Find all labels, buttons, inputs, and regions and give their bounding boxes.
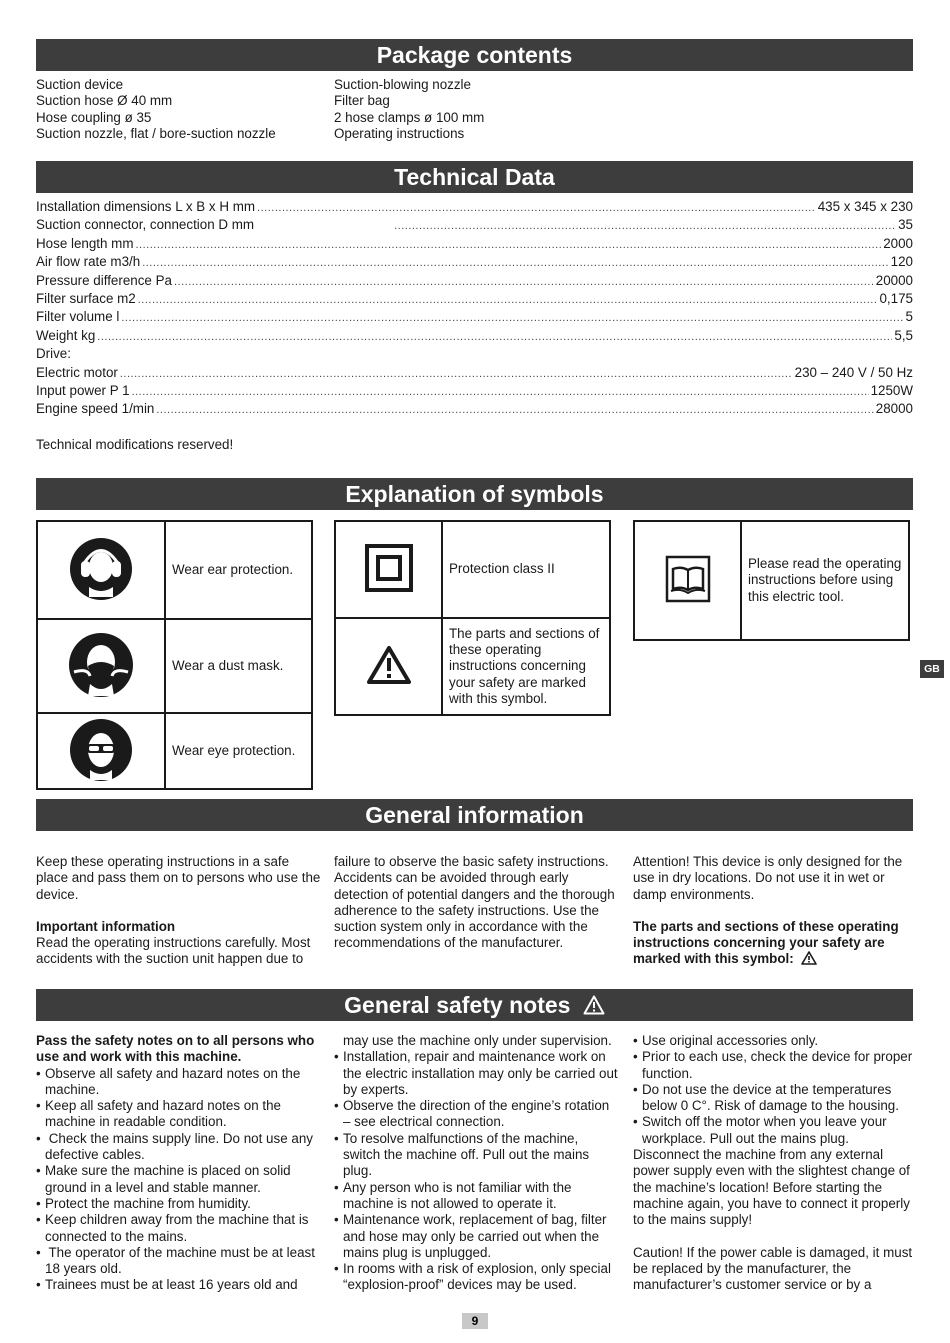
list-item: • Use original accessories only. [633, 1033, 915, 1049]
eye-protection-icon [69, 770, 133, 785]
symbol-description: Wear a dust mask. [172, 657, 284, 673]
list-item: • Installation, repair and maintenance work on the electric installation may only be carried out by experts. [334, 1049, 618, 1098]
dot-leader [174, 273, 874, 291]
dot-leader [138, 291, 878, 309]
row-label: Input power P 1 [36, 382, 130, 398]
symbol-icon-cell [37, 521, 165, 619]
table-row [36, 198, 913, 216]
list-item: • Trainees must be at least 16 years old and [36, 1277, 320, 1293]
general-info-col-3 [633, 854, 913, 970]
symbol-icon-cell [335, 618, 442, 715]
dot-leader [142, 254, 888, 272]
general-information-heading: General information [36, 799, 913, 831]
list-item: • Any person who is not familiar with the machine is not allowed to operate it. [334, 1180, 618, 1213]
table-row [36, 216, 913, 234]
symbol-text-cell [741, 521, 909, 640]
row-value: 435 x 345 x 230 [817, 199, 913, 214]
list-item: • The operator of the machine must be at least 18 years old. [36, 1245, 320, 1278]
symbol-text-cell [165, 521, 312, 619]
ear-protection-icon [69, 589, 133, 604]
language-badge: GB [920, 660, 944, 678]
list-item: • Switch off the motor when you leave your workplace. Pull out the mains plug. [633, 1114, 915, 1147]
list-item: • Maintenance work, replacement of bag, filter and hose may only be carried out when the mains plug is unplugged. [334, 1212, 618, 1261]
row-label: Air flow rate m3/h [36, 254, 141, 270]
list-item: Hose coupling ø 35 [36, 109, 152, 125]
symbol-description: Protection class II [449, 561, 555, 577]
row-value: 120 [890, 254, 913, 270]
list-item: Operating instructions [334, 125, 465, 141]
symbols-table-3 [633, 520, 910, 641]
row-value: 230 – 240 V / 50 Hz [794, 364, 913, 380]
safety-list [334, 1049, 618, 1293]
row-label: Hose length mm [36, 235, 134, 251]
dot-leader [97, 328, 892, 346]
row-label: Suction connector, connection D mm [36, 217, 255, 233]
safety-notes-col-1 [36, 1033, 320, 1294]
row-value: 28000 [875, 401, 913, 417]
symbols-heading: Explanation of symbols [36, 478, 913, 510]
list-item: • Do not use the device at the temperatures below 0 C°. Risk of damage to the housing. [633, 1082, 915, 1115]
symbol-icon-cell [37, 619, 165, 713]
dot-leader [132, 383, 869, 401]
safety-list [36, 1066, 320, 1294]
table-row [36, 345, 913, 363]
list-item: • Check the mains supply line. Do not use any defective cables. [36, 1131, 320, 1164]
list-item: • Protect the machine from humidity. [36, 1196, 320, 1212]
list-continuation: may use the machine only under supervision. [343, 1033, 612, 1048]
list-item: • Prior to each use, check the device for proper function. [633, 1049, 915, 1082]
symbol-description: Please read the operating instructions before using this electric tool. [748, 556, 902, 604]
paragraph: Read the operating instructions carefully. Most accidents with the suction unit happen due to [36, 935, 311, 967]
dot-leader [121, 309, 903, 327]
symbol-description: Wear eye protection. [172, 742, 296, 758]
warning-triangle-icon [366, 673, 412, 688]
row-label: Weight kg [36, 327, 96, 343]
symbol-text-cell [442, 521, 610, 618]
row-value: 35 [898, 217, 913, 233]
list-item: • To resolve malfunctions of the machine, switch the machine off. Pull out the mains plug. [334, 1131, 618, 1180]
package-contents-left [36, 77, 326, 142]
table-row [36, 382, 913, 400]
row-label: Installation dimensions L x B x H mm [36, 199, 256, 214]
list-item: • Keep all safety and hazard notes on the machine in readable condition. [36, 1098, 320, 1131]
table-row [36, 400, 913, 418]
package-contents-heading: Package contents [36, 39, 913, 71]
safety-symbol-note: The parts and sections of these operating instructions concerning your safety are marked with this symbol: [633, 919, 913, 970]
symbol-description: The parts and sections of these operating instructions concerning your safety are marked with this symbol. [449, 625, 600, 706]
symbol-text-cell [165, 713, 312, 789]
table-row [36, 308, 913, 326]
row-label: Filter volume l [36, 309, 120, 325]
safety-list [633, 1033, 915, 1147]
row-value: 1250W [870, 382, 913, 398]
list-item: Suction hose Ø 40 mm [36, 93, 173, 109]
list-item: Suction nozzle, flat / bore-suction nozzle [36, 125, 276, 141]
row-value: 20000 [875, 272, 913, 288]
row-label: Electric motor [36, 364, 118, 380]
general-info-col-1 [36, 854, 324, 968]
technical-data-heading: Technical Data [36, 161, 913, 193]
dot-leader [257, 199, 816, 217]
row-value: 5 [905, 309, 913, 325]
important-info-heading: Important information [36, 918, 176, 934]
package-contents-right [334, 77, 624, 142]
safety-notes-col-3 [633, 1033, 915, 1293]
symbol-text-cell [442, 618, 610, 715]
symbol-icon-cell [37, 713, 165, 789]
row-label: Engine speed 1/min [36, 401, 155, 417]
row-label: Filter surface m2 [36, 290, 136, 306]
table-row [36, 253, 913, 271]
paragraph: failure to observe the basic safety instructions. Accidents can be avoided through early detection of potential dangers and the thorough adherence to the safety instructions. Use the suction system only in accordance with the recommendations of the manufacturer. [334, 854, 615, 951]
protection-class-ii-icon [365, 580, 413, 595]
list-item: • Observe the direction of the engine’s rotation – see electrical connection. [334, 1098, 618, 1131]
table-row [36, 364, 913, 382]
symbol-text-cell [165, 619, 312, 713]
symbols-table-2 [334, 520, 611, 716]
table-row [36, 290, 913, 308]
list-item: Suction device [36, 77, 124, 92]
list-item: Filter bag [334, 93, 390, 109]
dot-leader [136, 236, 882, 254]
symbol-icon-cell [335, 521, 442, 618]
safety-notes-col-2 [334, 1033, 618, 1294]
row-value: 2000 [883, 235, 913, 251]
safety-notes-intro: Pass the safety notes on to all persons who use and work with this machine. [36, 1033, 315, 1065]
paragraph: Attention! This device is only designed for the use in dry locations. Do not use it in wet or damp environments. [633, 854, 903, 902]
list-item: • In rooms with a risk of explosion, only special “explosion-proof” devices may be used. [334, 1261, 618, 1294]
list-item: • Keep children away from the machine that is connected to the mains. [36, 1212, 320, 1245]
list-item: 2 hose clamps ø 100 mm [334, 109, 485, 125]
dot-leader [156, 401, 873, 419]
technical-note: Technical modifications reserved! [36, 437, 234, 452]
list-item: • Observe all safety and hazard notes on the machine. [36, 1066, 320, 1099]
table-row [36, 272, 913, 290]
read-manual-icon [665, 591, 711, 606]
paragraph: Caution! If the power cable is damaged, it must be replaced by the manufacturer, the manufacturer’s customer service or by a [633, 1244, 913, 1293]
row-label: Pressure difference Pa [36, 272, 172, 288]
table-row [36, 235, 913, 253]
paragraph: Keep these operating instructions in a safe place and pass them on to persons who use the device. [36, 854, 321, 902]
dust-mask-icon [68, 686, 134, 701]
row-value: 0,175 [879, 290, 913, 306]
dot-leader [120, 365, 793, 383]
warning-triangle-icon [801, 951, 817, 969]
technical-data-table [36, 198, 913, 419]
row-value: 5,5 [894, 327, 913, 343]
safety-notes-heading: General safety notes [36, 989, 913, 1021]
general-info-col-2 [334, 854, 618, 952]
symbols-table-1 [36, 520, 313, 790]
dot-leader [394, 217, 896, 235]
list-item: Suction-blowing nozzle [334, 77, 471, 92]
paragraph: Disconnect the machine from any external power supply even with the slightest change of the machine’s location! Before starting the machine again, you have to connect it properly to the mains supply! [633, 1147, 910, 1228]
row-label: Drive: [36, 346, 71, 362]
list-item: • Make sure the machine is placed on solid ground in a level and stable manner. [36, 1163, 320, 1196]
symbol-description: Wear ear protection. [172, 561, 294, 577]
symbol-icon-cell [634, 521, 741, 640]
table-row [36, 327, 913, 345]
warning-triangle-icon [583, 991, 605, 1023]
page-number: 9 [462, 1313, 488, 1329]
